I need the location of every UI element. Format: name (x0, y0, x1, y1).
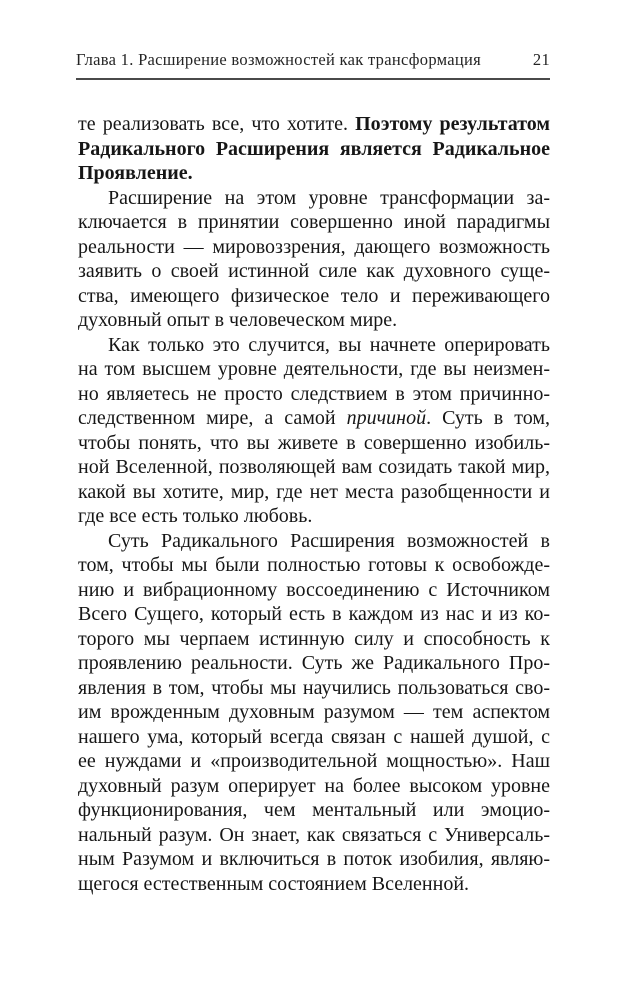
text-line (78, 553, 550, 578)
text-line (78, 872, 550, 897)
text-line (78, 259, 550, 284)
text-run: нальный разум. Он знает, как связаться с Универсаль- (78, 823, 550, 846)
text-run: том, чтобы мы были полностью готовы к освобожде- (78, 554, 550, 576)
text-run: функционирования, чем ментальный или эмоцио- (78, 799, 550, 821)
text-run: явления в том, чтобы мы научились пользоваться сво- (78, 676, 550, 699)
text-run: на том высшем уровне деятельности, где вы неизмен- (78, 358, 550, 380)
text-run: ключается в принятии совершенно иной парадигмы (78, 211, 550, 233)
text-line (78, 504, 550, 529)
text-run: ной Вселенной, позволяющей вам созидать такой мир, (78, 456, 550, 478)
text-line (78, 333, 550, 358)
header-rule (76, 78, 550, 80)
text-line (78, 578, 550, 603)
paragraph (78, 529, 550, 897)
text-line (78, 529, 550, 554)
text-line (78, 725, 550, 750)
text-line (78, 455, 550, 480)
text-line (78, 847, 550, 872)
text-line (78, 308, 550, 333)
text-line (78, 627, 550, 652)
text-run: духовный опыт в человеческом мире. (78, 309, 398, 331)
paragraph (78, 186, 550, 333)
body-text (78, 112, 550, 896)
text-run: Радикального Расширения является Радикальное (78, 137, 550, 160)
text-line (78, 676, 550, 701)
text-run: Проявление. (78, 162, 193, 184)
text-run: Расширение на этом уровне трансформации за- (108, 186, 550, 209)
running-head (76, 50, 550, 70)
text-run: проявлению реальности. Суть же Радикального Про- (78, 652, 550, 674)
text-line (78, 431, 550, 456)
chapter-title: Глава 1. Расширение возможностей как трансформация (76, 50, 482, 69)
page-number: 21 (532, 50, 550, 69)
text-run: щегося естественным состоянием Вселенной. (78, 872, 470, 895)
paragraph (78, 333, 550, 529)
text-line (78, 284, 550, 309)
text-line (78, 749, 550, 774)
text-run: какой вы хотите, мир, где нет места разобщенности и (78, 480, 550, 503)
text-line (78, 406, 550, 431)
text-run: ее нуждами и «производительной мощностью». Наш (78, 750, 550, 772)
text-line (78, 161, 550, 186)
text-run: Суть Радикального Расширения возможностей в (108, 529, 550, 552)
text-run: заявить о своей истинной силе как духовного суще- (78, 260, 550, 282)
text-line (78, 382, 550, 407)
text-run: те реализовать все, что хотите. (78, 113, 356, 135)
text-line (78, 798, 550, 823)
text-line (78, 651, 550, 676)
text-run: им врожденным духовным разумом — тем аспектом (78, 701, 550, 723)
text-line (78, 186, 550, 211)
text-run: где все есть только любовь. (78, 505, 313, 527)
text-run: ным Разумом и включиться в поток изобилия, являю- (78, 848, 550, 870)
text-line (78, 480, 550, 505)
paragraph (78, 112, 550, 186)
text-run: Как только это случится, вы начнете оперировать (108, 333, 550, 356)
text-run: Всего Сущего, который есть в каждом из нас и из ко- (78, 603, 550, 625)
text-line (78, 602, 550, 627)
text-run: нию и вибрационному воссоединению с Источником (78, 578, 550, 601)
text-line (78, 210, 550, 235)
text-run: духовный разум оперирует на более высоком уровне (78, 774, 550, 797)
text-run: торого мы черпаем истинную силу и способность к (78, 627, 550, 650)
text-run: Поэтому результатом (355, 113, 550, 135)
text-run: причиной (346, 407, 427, 429)
text-line (78, 700, 550, 725)
text-run: но являетесь не просто следствием в этом причинно- (78, 382, 550, 405)
text-line (78, 112, 550, 137)
text-run: . Суть в том, (426, 407, 550, 429)
text-line (78, 357, 550, 382)
text-line (78, 774, 550, 799)
text-run: реальности — мировоззрения, дающего возможность (78, 235, 550, 258)
text-line (78, 823, 550, 848)
text-run: чтобы понять, что вы живете в совершенно изобиль- (78, 431, 550, 454)
text-run: нашего ума, который всегда связан с нашей душой, с (78, 725, 550, 748)
text-run: следственном мире, а самой (78, 407, 347, 429)
text-run: ства, имеющего физическое тело и переживающего (78, 284, 550, 307)
text-line (78, 235, 550, 260)
text-line (78, 137, 550, 162)
